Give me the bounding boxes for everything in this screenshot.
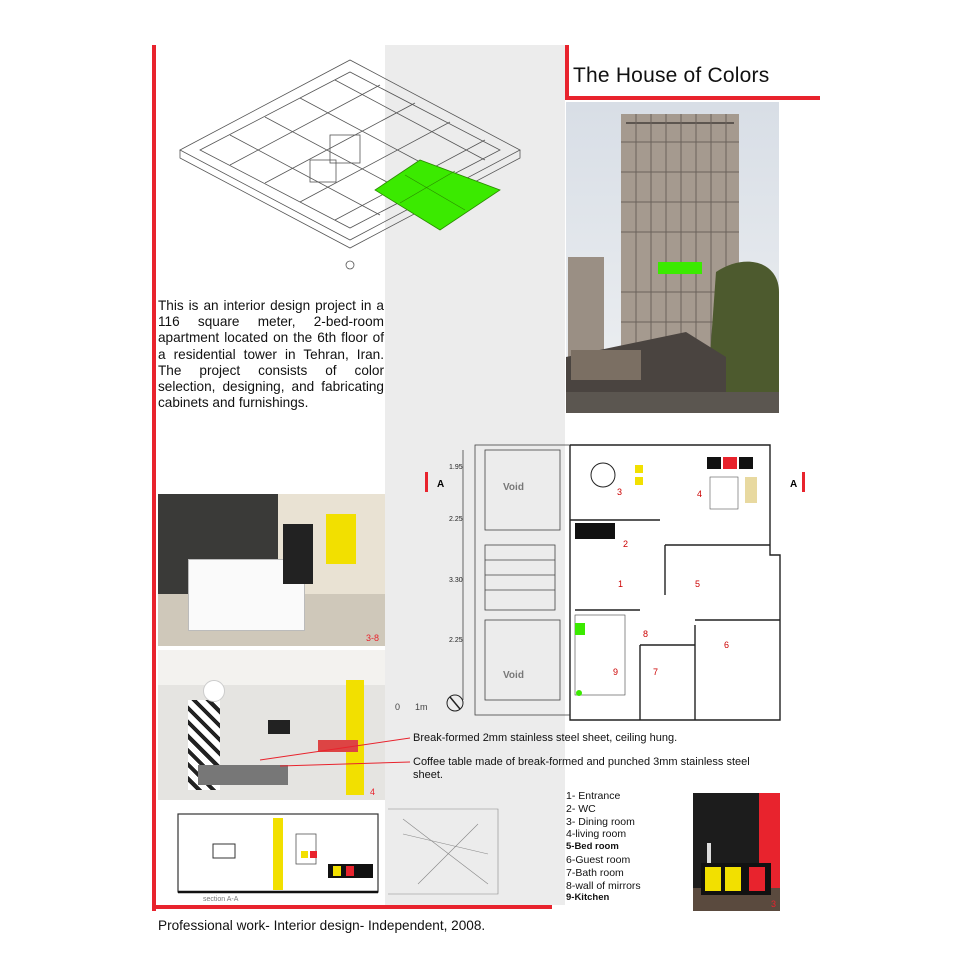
room-number-6: 6 <box>724 640 730 650</box>
page-title: The House of Colors <box>573 64 770 87</box>
room-number-8: 8 <box>643 629 649 639</box>
title-red-rule-vertical <box>565 45 569 100</box>
title-red-rule-horizontal <box>565 96 820 100</box>
void-label-bottom: Void <box>503 670 524 681</box>
legend-item: 9-Kitchen <box>566 892 610 904</box>
legend-item: 4-living room <box>566 828 627 841</box>
room-number-7: 7 <box>653 667 659 677</box>
room-number-4: 4 <box>697 489 703 499</box>
scale-one-label: 1m <box>415 702 428 712</box>
section-label: section A-A <box>203 896 239 903</box>
isometric-floor-plan <box>170 40 535 275</box>
legend-item: 3- Dining room <box>566 815 635 828</box>
section-marker-left: A <box>437 479 445 490</box>
dimension-label: 1.95 <box>449 464 463 471</box>
section-marker-right: A <box>790 479 798 490</box>
dimension-label: 3.30 <box>449 577 463 584</box>
cabinet-photo <box>158 494 385 646</box>
living-room-photo <box>158 650 385 800</box>
photo-label: 4 <box>370 787 376 797</box>
apartment-floor-plan <box>395 435 825 725</box>
room-number-1: 1 <box>618 579 624 589</box>
tower-photo <box>566 102 779 413</box>
scale-zero-label: 0 <box>395 702 401 712</box>
callout-ceiling-sheet: Break-formed 2mm stainless steel sheet, ceiling hung. <box>413 732 678 744</box>
section-drawing <box>158 804 558 904</box>
room-number-2: 2 <box>623 539 629 549</box>
legend-item: 6-Guest room <box>566 853 631 866</box>
footer-caption: Professional work- Interior design- Independent, 2008. <box>158 918 486 933</box>
legend-item: 2- WC <box>566 802 596 815</box>
dimension-label: 2.25 <box>449 637 463 644</box>
room-legend <box>566 790 641 905</box>
void-label-top: Void <box>503 482 524 493</box>
photo-label: 3-8 <box>366 633 380 643</box>
dimension-label: 2.25 <box>449 516 463 523</box>
photo-label: 3 <box>771 899 777 909</box>
project-description: This is an interior design project in a 116 square meter, 2-bed-room apartment located on the 6th floor of a residential tower in Tehran, Iran. The project consists of color selection, designing, and fabricating cabinets and furnishings. <box>158 298 384 411</box>
room-number-3: 3 <box>617 487 623 497</box>
room-number-5: 5 <box>695 579 701 589</box>
callout-coffee-table: Coffee table made of break-formed and punched 3mm stainless steel sheet. <box>413 756 750 781</box>
legend-item: 7-Bath room <box>566 866 624 879</box>
legend-item: 5-Bed room <box>566 841 619 853</box>
room-number-9: 9 <box>613 667 619 677</box>
legend-item: 8-wall of mirrors <box>566 879 641 892</box>
highlighted-floor <box>658 262 702 274</box>
left-red-rule <box>152 45 156 911</box>
dining-room-photo <box>693 793 780 911</box>
callout-leaders <box>260 730 410 770</box>
bottom-red-rule <box>152 905 552 909</box>
legend-item: 1- Entrance <box>566 790 621 802</box>
